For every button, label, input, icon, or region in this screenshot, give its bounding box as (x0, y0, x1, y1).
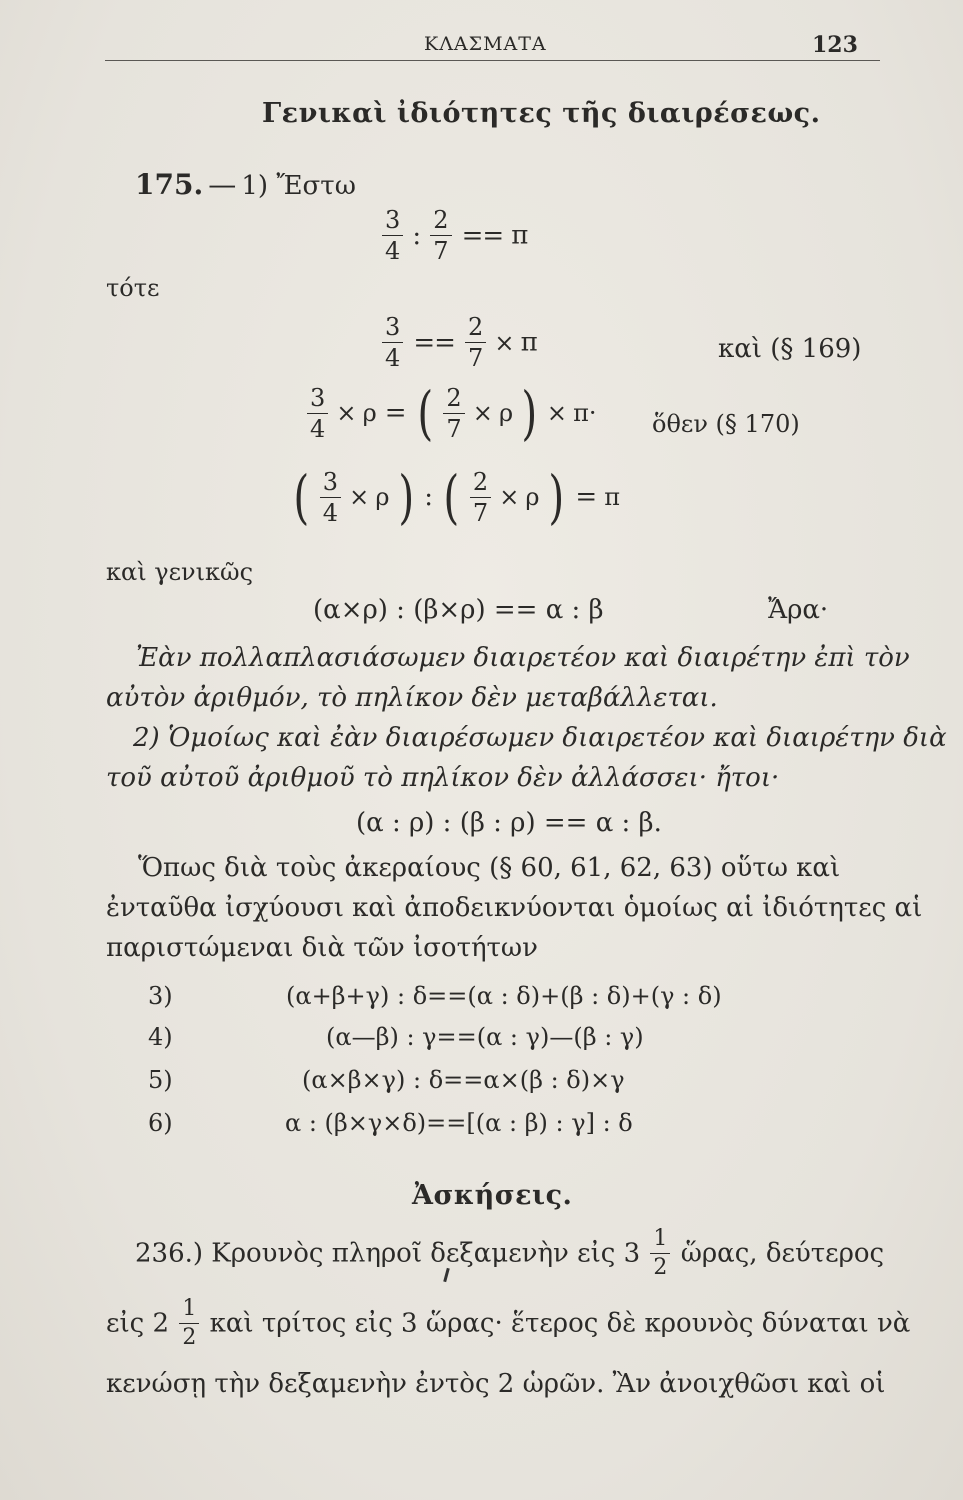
times-op: × (472, 399, 493, 427)
right-paren: ) (548, 463, 564, 531)
rho: ρ (498, 399, 514, 427)
exercise-236-line-3: κενώσῃ τὴν δεξαμενὴν ἐντὸς 2 ὡρῶν. Ἂν ἀνοιχθῶσι καὶ οἱ (106, 1369, 886, 1399)
rho: ρ (375, 483, 390, 511)
left-paren: ( (293, 463, 310, 531)
paragraph-3-line-2: ἐνταῦθα ἰσχύουσι καὶ ἀποδεικνύονται ὁμοίως αἱ ἰδιότητες αἱ (106, 893, 923, 923)
rho: ρ (362, 399, 377, 427)
identity-number: 6) (148, 1109, 173, 1137)
rhs: π (520, 327, 538, 358)
paragraph-3-line-3: παριστώμεναι διὰ τῶν ἰσοτήτων (106, 933, 538, 963)
identity-number: 3) (148, 982, 173, 1010)
times-op: × (499, 483, 520, 511)
paragraph-3-line-1: Ὅπως διὰ τοὺς ἀκεραίους (§ 60, 61, 62, 63) οὕτω καὶ (138, 853, 841, 883)
rho: ρ (525, 483, 540, 511)
article-number: 175. (135, 168, 204, 201)
equals-sign: == (461, 220, 504, 251)
equals-sign: == (413, 327, 455, 358)
left-paren: ( (443, 463, 460, 531)
kai-genikos-label: καὶ γενικῶς (106, 558, 254, 586)
fraction: $\frac{3}{4}$ (382, 208, 403, 263)
article-intro (135, 168, 356, 201)
times-op: × (336, 399, 357, 427)
equation-4 (290, 463, 621, 531)
ref-170: ὅθεν (§ 170) (652, 410, 800, 438)
identity-expression: (α+β+γ) : δ==(α : δ)+(β : δ)+(γ : δ) (286, 982, 722, 1010)
paragraph-2-line-1: 2) Ὁμοίως καὶ ἐὰν διαιρέσωμεν διαιρετέον καὶ διαιρέτην διὰ (133, 723, 947, 753)
section-heading: Γενικαὶ ἰδιότητες τῆς διαιρέσεως. (262, 98, 821, 129)
ara-label: Ἄρα· (768, 595, 829, 625)
left-paren: ( (417, 379, 433, 447)
fraction: $\frac{1}{2}$ (179, 1298, 199, 1349)
exercise-text: εἰς 2 (106, 1308, 170, 1339)
fraction: $\frac{3}{4}$ (382, 315, 403, 370)
identity-expression: α : (β×γ×δ)==[(α : β) : γ] : δ (285, 1109, 633, 1137)
identity-number: 5) (148, 1066, 173, 1094)
equation-1 (380, 208, 528, 263)
colon-op: : (424, 482, 434, 512)
mixed-fraction (648, 1228, 672, 1279)
fraction: $\frac{2}{7}$ (443, 386, 464, 441)
exercise-text: καὶ τρίτος εἰς 3 ὥρας· ἕτερος δὲ κρουνὸς δύναται νὰ (209, 1308, 911, 1339)
right-paren: ) (521, 379, 538, 447)
running-title: ΚΛΑΣΜΑΤΑ (424, 33, 547, 55)
mixed-fraction (177, 1298, 201, 1349)
tote-label: τότε (106, 274, 160, 302)
paragraph-2-line-2: τοῦ αὐτοῦ ἀριθμοῦ τὸ πηλίκον δὲν ἀλλάσσει· ἤτοι· (106, 763, 780, 793)
fraction: $\frac{2}{7}$ (470, 470, 491, 525)
exercise-236-line-2 (106, 1298, 910, 1349)
paragraph-1-line-2: αὐτὸν ἀριθμόν, τὸ πηλίκον δὲν μεταβάλλεται. (106, 683, 718, 713)
times-op: × (349, 483, 370, 511)
rhs: π (604, 483, 621, 511)
fraction: $\frac{2}{7}$ (430, 208, 451, 263)
identity-number: 4) (148, 1023, 173, 1051)
equals-sign: = (575, 482, 597, 512)
identity-expression: (α—β) : γ==(α : γ)—(β : γ) (326, 1023, 644, 1051)
equation-2 (380, 315, 538, 370)
equation-division: (α : ρ) : (β : ρ) == α : β. (356, 808, 662, 838)
identity-expression: (α×β×γ) : δ==α×(β : δ)×γ (302, 1066, 625, 1094)
page-number: 123 (812, 32, 858, 58)
times-op: × (494, 328, 515, 357)
times-op: × (546, 399, 568, 427)
equation-3 (305, 379, 597, 447)
colon-op: : (412, 220, 422, 251)
article-dash: — (208, 168, 237, 201)
item1-intro: 1) Ἔστω (241, 171, 356, 201)
rhs: π (511, 220, 529, 251)
equation-5: (α×ρ) : (β×ρ) == α : β (313, 595, 604, 625)
fraction: $\frac{3}{4}$ (307, 386, 328, 441)
exercises-heading: Ἀσκήσεις. (412, 1180, 573, 1211)
exercise-text: ὥρας, δεύτερος (680, 1238, 885, 1269)
header-rule (105, 60, 880, 61)
fraction: $\frac{3}{4}$ (320, 470, 341, 525)
rhs: π· (573, 399, 597, 427)
equals-sign: = (384, 398, 406, 428)
fraction: $\frac{1}{2}$ (650, 1228, 670, 1279)
exercise-text: 236.) Κρουνὸς πληροῖ δεξαμενὴν εἰς 3 (135, 1238, 641, 1269)
paragraph-1-line-1: Ἐὰν πολλαπλασιάσωμεν διαιρετέον καὶ διαιρέτην ἐπὶ τὸν (136, 643, 910, 673)
fraction: $\frac{2}{7}$ (465, 315, 486, 370)
ref-169: καὶ (§ 169) (718, 334, 862, 364)
right-paren: ) (397, 463, 414, 531)
exercise-236-line-1 (135, 1228, 884, 1279)
